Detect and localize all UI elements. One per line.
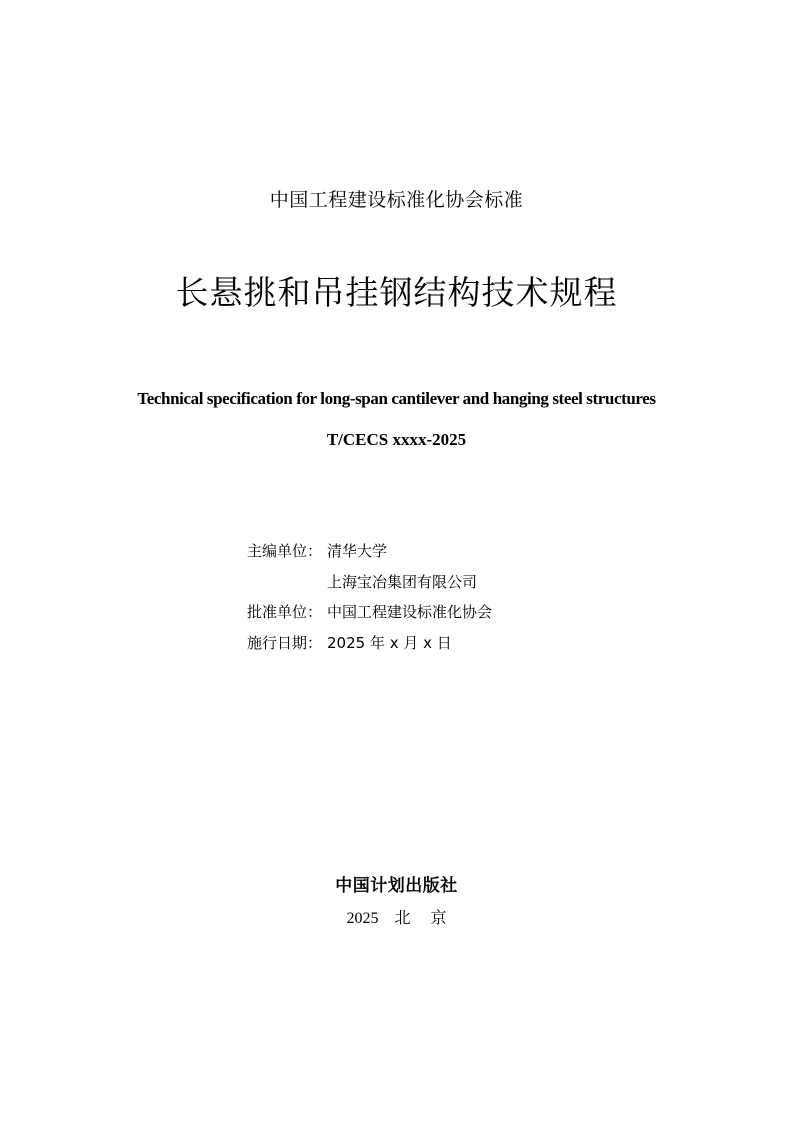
document-info-block: [247, 536, 492, 658]
association-standard-heading: 中国工程建设标准化协会标准: [269, 189, 524, 211]
approver-value: 中国工程建设标准化协会: [327, 603, 493, 622]
effective-date-label: 施行日期：: [247, 633, 323, 652]
effective-date-value: 2025 年 x 月 x 日: [327, 633, 452, 652]
effective-date-row: [247, 628, 492, 659]
publisher-name: 中国计划出版社: [335, 876, 458, 896]
chief-editor-value-1: 清华大学: [327, 542, 388, 560]
publication-year-place: 2025 北 京: [346, 910, 447, 927]
chief-editor-value-2: 上海宝冶集团有限公司: [327, 572, 478, 591]
standard-number: T/CECS xxxx-2025: [326, 430, 467, 449]
chief-editor-row-2: [247, 567, 492, 598]
document-title-chinese: 长悬挑和吊挂钢结构技术规程: [175, 273, 618, 312]
approver-label: 批准单位：: [247, 603, 323, 622]
info-label-spacer: [247, 567, 327, 598]
chief-editor-label: 主编单位：: [247, 542, 323, 560]
approver-row: [247, 597, 492, 628]
document-title-english: Technical specification for long-span cantilever and hanging steel structures: [137, 389, 656, 408]
chief-editor-row: [247, 536, 492, 567]
